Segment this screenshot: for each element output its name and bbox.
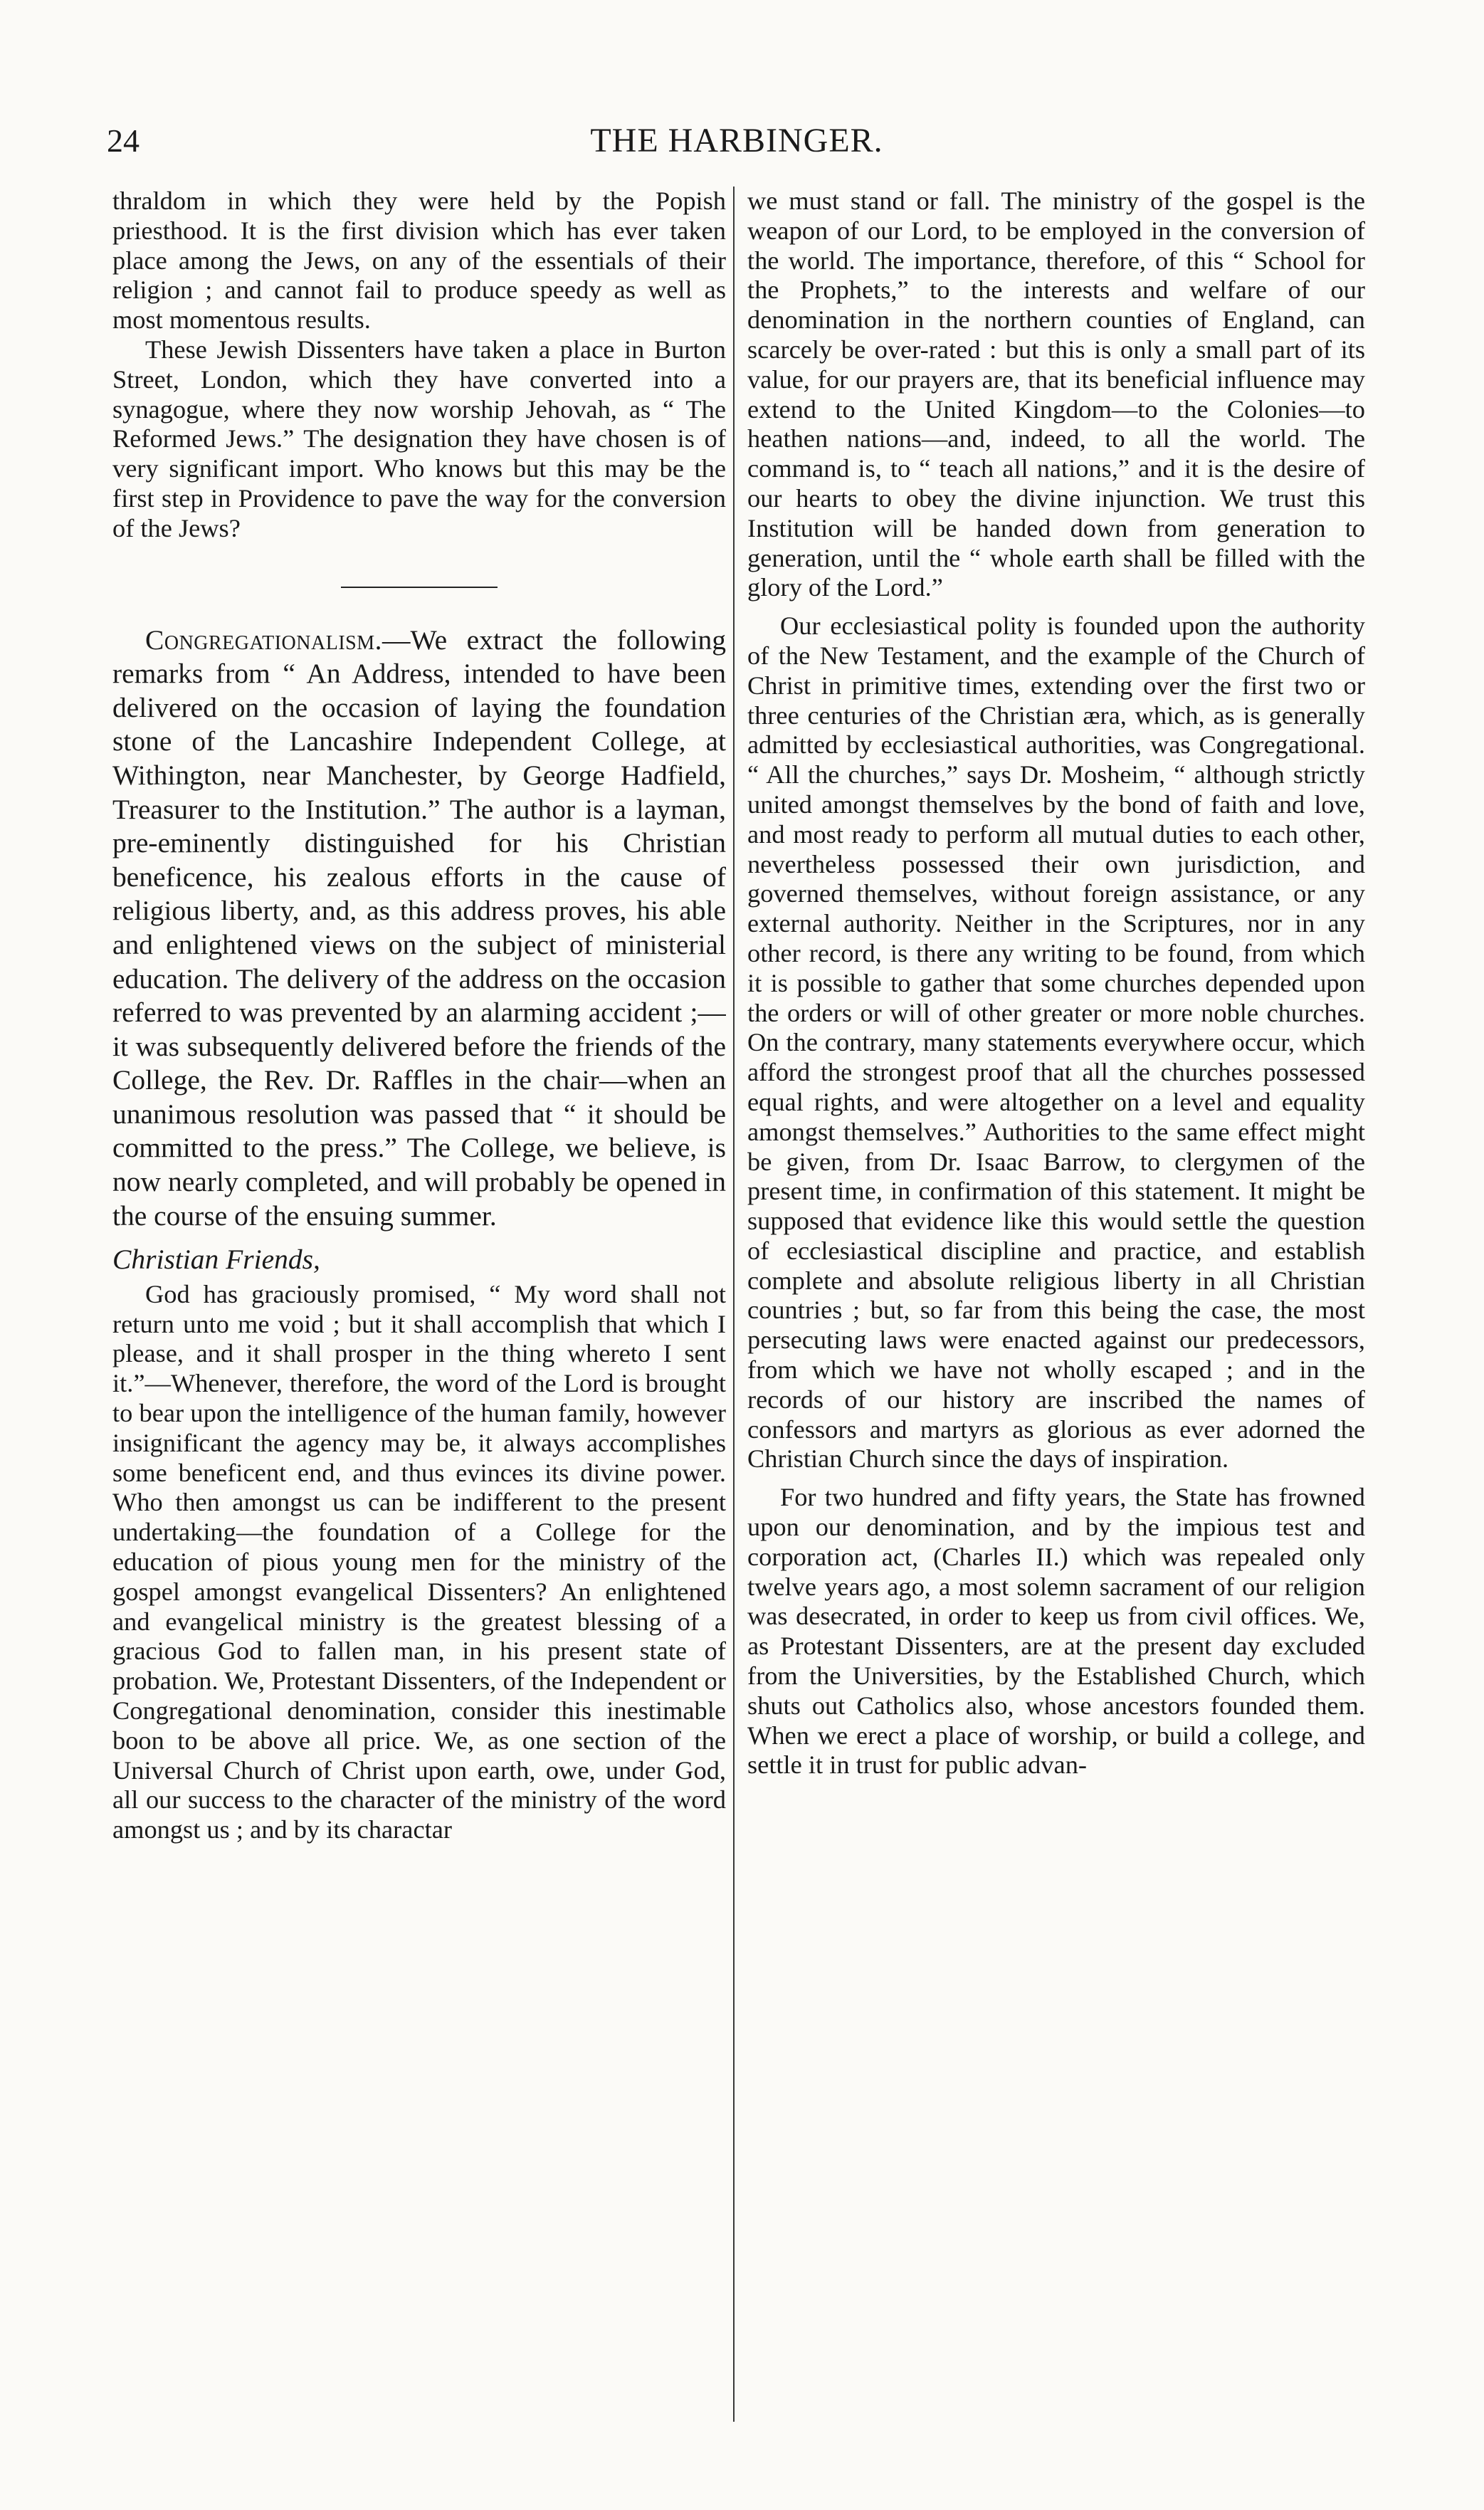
address-salutation: Christian Friends, [112,1244,320,1276]
right-column [747,187,1365,2429]
column-divider [733,187,735,2422]
left-column [112,187,726,2429]
page-number: 24 [107,122,140,159]
congregationalism-section [112,624,726,1277]
paragraph-congregationalism [112,624,726,1234]
page-header [107,120,1367,169]
paragraph-two-hundred-fifty-years: For two hundred and fifty years, the State has frowned upon our denomination, and by the impious test and corporation act, (Charles II.) which was repealed only twelve years ago, a most solemn sacrament of our religion was desecrated, in order to keep us from civil offices. We, as Protestant Dissenters, are at the present day excluded from the Universities, by the Established Church, which shuts out Catholics also, whose ancestors founded them. When we erect a place of worship, or build a college, and settle it in trust for public advan- [747,1483,1365,1780]
paragraph-congregationalism-text: —We extract the following remarks from “ An Address, intended to have been delivered on the occasion of laying the foundation stone of the Lancashire Independent College, at Withington, near Manchester, by George Hadfield, Treasurer to the Institution.” The author is a layman, pre-eminently distinguished for his Christian beneficence, his zealous efforts in the cause of religious liberty, and, as this address proves, his able and enlightened views on the subject of ministerial education. The delivery of the address on the occasion referred to was prevented by an alarming accident ;—it was subsequently delivered before the friends of the College, the Rev. Dr. Raffles in the chair—when an unanimous resolution was passed that “ it should be committed to the press.” The College, we believe, is now nearly completed, and will probably be opened in the course of the ensuing summer. [112,624,726,1232]
running-title: THE HARBINGER. [590,122,883,159]
paragraph-ministry: we must stand or fall. The ministry of the gospel is the weapon of our Lord, to be employed in the conversion of the world. The importance, therefore, of this “ School for the Prophets,” to the interests and welfare of our denomination in the northern counties of England, can scarcely be over-rated : but this is only a small part of its value, for our prayers are, that its beneficial influence may extend to the United Kingdom—to the Colonies—to heathen nations—and, indeed, to all the world. The command is, to “ teach all nations,” and it is the desire of our hearts to obey the divine injunction. We trust this Institution will be handed down from generation to generation, until the “ whole earth shall be filled with the glory of the Lord.” [747,187,1365,602]
paragraph-address-opening: God has graciously promised, “ My word shall not return unto me void ; but it shall accomplish that which I please, and it shall prosper in the thing whereto I sent it.”—Whenever, therefore, the word of the Lord is brought to bear upon the intelligence of the human family, however insignificant the agency may be, it always accomplishes some beneficent end, and thus evinces its divine power. Who then amongst us can be indifferent to the present undertaking—the foundation of a College for the education of pious young men for the ministry of the gospel amongst evangelical Dissenters? An enlightened and evangelical ministry is the greatest blessing of a gracious God to fallen man, in his present state of probation. We, Protestant Dissenters, of the Independent or Congregational denomination, consider this inestimable boon to be above all price. We, as one section of the Universal Church of Christ upon earth, owe, under God, all our success to the character of the ministry of the word amongst us ; and by its charactar [112,1279,726,1844]
section-lead-word: Congregationalism. [145,624,382,656]
paragraph-continuation: thraldom in which they were held by the Popish priesthood. It is the first division which has ever taken place among the Jews, on any of the essentials of their religion ; and cannot fail to produce speedy as well as most momentous results. [112,187,726,335]
paragraph-ecclesiastical-polity: Our ecclesiastical polity is founded upon the authority of the New Testament, and the example of the Church of Christ in primitive times, extending over the first two or three centuries of the Christian æra, which, as is generally admitted by ecclesiastical authorities, was Congregational. “ All the churches,” says Dr. Mosheim, “ although strictly united amongst themselves by the bond of faith and love, and most ready to perform all mutual duties to each other, nevertheless possessed their own jurisdiction, and governed themselves, without foreign assistance, or any external authority. Neither in the Scriptures, nor in any other record, is there any writing to be found, from which it is possible to gather that some churches depended upon the orders or will of other greater or more noble churches. On the contrary, many statements everywhere occur, which afford the strongest proof that all the churches possessed equal rights, and were altogether on a level and equality amongst themselves.” Authorities to the same effect might be given, from Dr. Isaac Barrow, to clergymen of the present time, in confirmation of this statement. It might be supposed that evidence like this would settle the question of ecclesiastical discipline and practice, and establish complete and absolute religious liberty in all Christian countries ; but, so far from this being the case, the most persecuting laws were enacted against our predecessors, from which we have not wholly escaped ; and in the records of our history are inscribed the names of confessors and martyrs as glorious as ever adorned the Christian Church since the days of inspiration. [747,611,1365,1474]
section-divider [341,587,498,588]
paragraph-jewish-dissenters: These Jewish Dissenters have taken a place in Burton Street, London, which they have converted into a synagogue, where they now worship Jehovah, as “ The Reformed Jews.” The designation they have chosen is of very significant import. Who knows but this may be the first step in Providence to pave the way for the conversion of the Jews? [112,335,726,542]
